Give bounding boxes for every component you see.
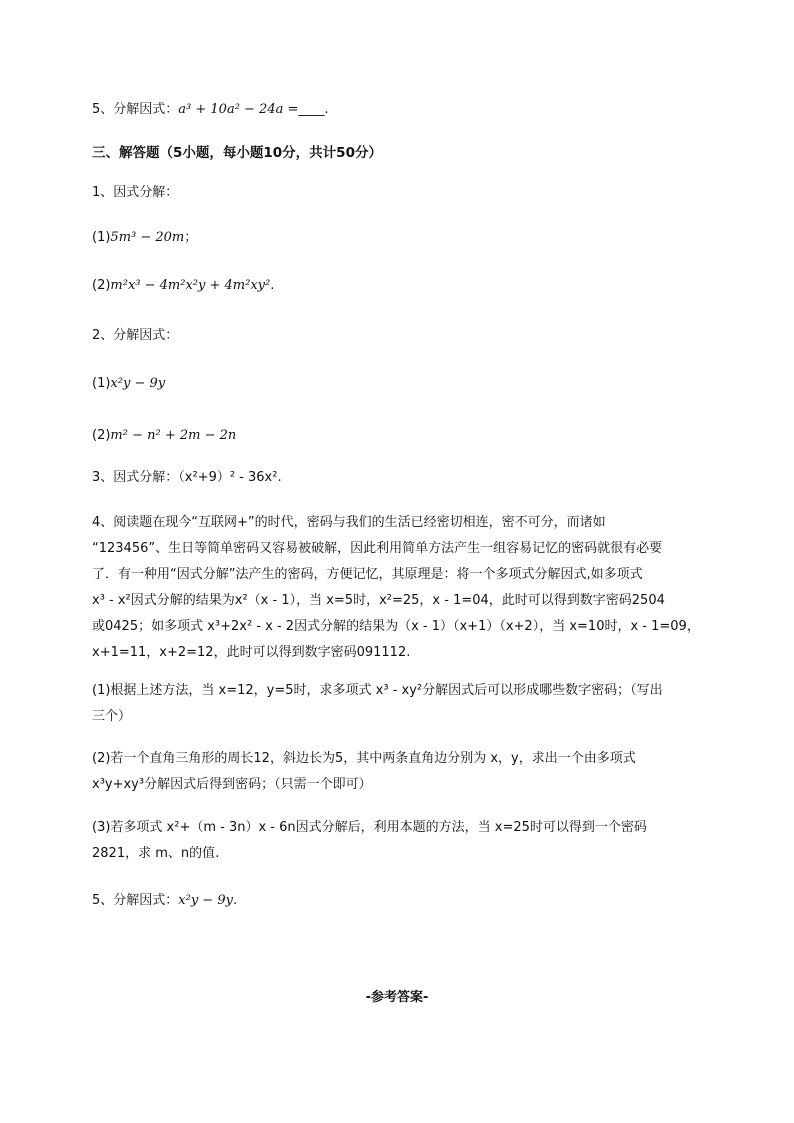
problem-5: [92, 893, 237, 909]
period: .: [232, 893, 238, 908]
paragraph-line: x+1=11，x+2=12，此时可以得到数字密码091112.: [92, 645, 411, 660]
paragraph-line: 4、阅读题在现今“互联网+”的时代，密码与我们的生活已经密切相连，密不可分，而诸如: [92, 515, 606, 530]
math-expression: m² − n² + 2m − 2n: [110, 428, 237, 443]
paragraph-line: “123456”、生日等简单密码又容易被破解，因此利用简单方法产生一组容易记忆的密码就很有必要: [92, 541, 663, 556]
punctuation: ；: [184, 230, 198, 245]
paragraph-line: x³y+xy³分解因式后得到密码；（只需一个即可）: [92, 777, 372, 792]
paragraph-line: (1)根据上述方法，当 x=12，y=5时，求多项式 x³ - xy²分解因式后可以形成哪些数字密码；（写出: [92, 683, 663, 698]
part-label: (2): [92, 278, 111, 293]
paragraph-line: 了．有一种用“因式分解”法产生的密码，方便记忆，其原理是：将一个多项式分解因式,如多项式: [92, 567, 643, 582]
problem-2-part-1: [92, 376, 165, 392]
math-expression: x²y − 9y: [178, 893, 233, 908]
problem-2-part-2: [92, 428, 236, 444]
problem-1-label: 1、因式分解：: [92, 185, 179, 200]
paragraph-line: (3)若多项式 x²+（m - 3n）x - 6n因式分解后，利用本题的方法，当 x=25时可以得到一个密码: [92, 820, 647, 835]
problem-4-sub-2: [92, 746, 752, 798]
paragraph-line: (2)若一个直角三角形的周长12，斜边长为5，其中两条直角边分别为 x，y，求出一个由多项式: [92, 751, 636, 766]
problem-1-part-2: [92, 278, 274, 294]
answer-key-heading: -参考答案-: [365, 990, 429, 1005]
question-label: 5、分解因式：: [92, 102, 179, 117]
part-label: (1): [92, 376, 111, 391]
math-expression: x²y − 9y: [110, 376, 166, 391]
question-5-fill: [92, 102, 329, 118]
math-expression: a³ + 10a² − 24a =: [178, 102, 299, 117]
paragraph-line: x³ - x²因式分解的结果为x²（x - 1），当 x=5时，x²=25，x - 1=04，此时可以得到数字密码2504: [92, 593, 665, 608]
part-label: (2): [92, 428, 111, 443]
answer-blank: ____: [298, 102, 325, 117]
problem-4-intro: [92, 510, 752, 666]
punctuation: .: [270, 278, 275, 293]
paragraph-line: 或0425；如多项式 x³+2x² - x - 2因式分解的结果为（x - 1）（x+1）（x+2），当 x=10时，x - 1=09，: [92, 619, 700, 634]
problem-3: 3、因式分解：（x²+9）² - 36x².: [92, 470, 282, 485]
section-heading: 三、解答题（5小题，每小题10分，共计50分）: [92, 145, 382, 161]
paragraph-line: 2821，求 m、n的值.: [92, 846, 220, 861]
question-label: 5、分解因式：: [92, 893, 179, 908]
part-label: (1): [92, 230, 111, 245]
paragraph-line: 三个）: [92, 709, 132, 724]
problem-4-sub-1: [92, 678, 752, 730]
problem-2-label: 2、分解因式：: [92, 328, 179, 343]
math-expression: 5m³ − 20m: [110, 230, 185, 245]
period: .: [324, 102, 329, 117]
problem-1-part-1: [92, 230, 197, 246]
problem-4-sub-3: [92, 815, 752, 867]
math-expression: m²x³ − 4m²x²y + 4m²xy²: [110, 278, 271, 293]
